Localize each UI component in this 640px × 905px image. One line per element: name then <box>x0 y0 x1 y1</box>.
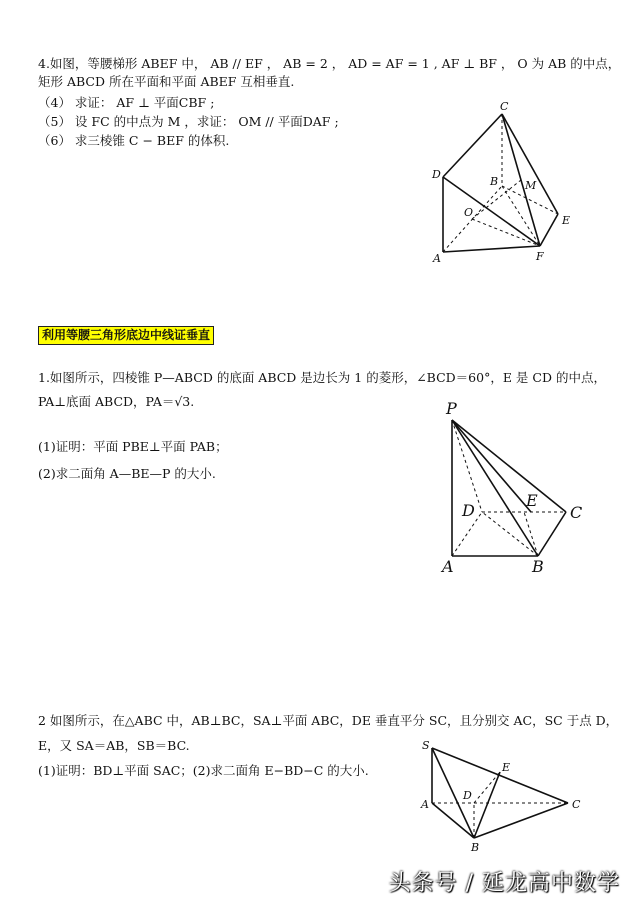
label-B: B <box>471 841 480 854</box>
edge-BC <box>538 512 566 556</box>
problem4-question-6: （6） 求三棱锥 C − BEF 的体积. <box>38 133 230 148</box>
watermark: 头条号 / 延龙高中数学 <box>388 871 620 896</box>
problem2-text-line2: E，又 SA＝AB，SB＝BC. <box>38 738 190 753</box>
edge-OF-dashed <box>472 219 540 246</box>
label-M: M <box>525 179 537 192</box>
label-O: O <box>464 206 474 219</box>
problem1-question-2: (2)求二面角 A—BE—P 的大小. <box>38 466 216 481</box>
label-A: A <box>421 798 429 811</box>
label-C: C <box>570 503 583 522</box>
label-P: P <box>446 399 457 418</box>
edge-CE <box>502 114 558 214</box>
edge-BC <box>474 803 568 838</box>
edge-AB <box>432 803 474 838</box>
problem2-figure <box>432 748 568 838</box>
edge-AF <box>443 246 540 252</box>
label-D: D <box>432 168 441 181</box>
section-header: 利用等腰三角形底边中线证垂直 <box>38 326 214 345</box>
edge-DE-dashed <box>474 772 500 803</box>
edge-CD <box>443 114 502 177</box>
edge-PC <box>452 420 566 512</box>
edge-PB <box>452 420 538 556</box>
problem2-question: (1)证明：BD⊥平面 SAC；(2)求二面角 E−BD−C 的大小. <box>38 763 369 778</box>
label-A: A <box>433 252 441 265</box>
label-E: E <box>526 491 538 510</box>
edge-BD-dashed <box>482 512 538 556</box>
problem4-text-line2: 矩形 ABCD 所在平面和平面 ABEF 互相垂直. <box>38 74 295 89</box>
edge-FE <box>540 214 558 246</box>
edge-SC <box>432 748 568 803</box>
label-C: C <box>572 798 581 811</box>
label-E: E <box>562 214 571 227</box>
edge-BE-dashed <box>524 512 538 556</box>
label-D: D <box>463 789 472 802</box>
label-D: D <box>462 501 475 520</box>
problem4-text-line1: 4.如图，等腰梯形 ABEF 中， AB // EF ， AB = 2 ， AD = AF = 1 , AF ⊥ BF ， O 为 AB 的中点， <box>38 56 621 71</box>
label-B: B <box>490 175 499 188</box>
label-S: S <box>422 739 430 752</box>
label-A: A <box>442 557 454 576</box>
edge-BF-dashed <box>502 186 540 246</box>
label-C: C <box>500 100 509 113</box>
edge-PD-dashed <box>452 420 482 512</box>
edge-PE <box>452 420 531 512</box>
edge-BE <box>474 772 500 838</box>
label-B: B <box>532 557 544 576</box>
label-F: F <box>536 250 544 263</box>
problem4-question-4: （4） 求证： AF ⊥ 平面CBF ; <box>38 95 215 110</box>
label-E: E <box>502 761 511 774</box>
problem2-text-line1: 2 如图所示，在△ABC 中，AB⊥BC，SA⊥平面 ABC，DE 垂直平分 SC，且分别交 AC，SC 于点 D， <box>38 713 619 728</box>
problem1-figure <box>452 420 566 556</box>
problem1-text-line1: 1.如图所示，四棱锥 P—ABCD 的底面 ABCD 是边长为 1 的菱形，∠BCD＝60°，E 是 CD 的中点， <box>38 370 606 385</box>
problem1-text-line2: PA⊥底面 ABCD，PA＝√3. <box>38 394 195 409</box>
problem1-question-1: (1)证明：平面 PBE⊥平面 PAB； <box>38 439 228 454</box>
problem4-question-5: （5） 设 FC 的中点为 M ，求证： OM // 平面DAF ; <box>38 114 339 129</box>
